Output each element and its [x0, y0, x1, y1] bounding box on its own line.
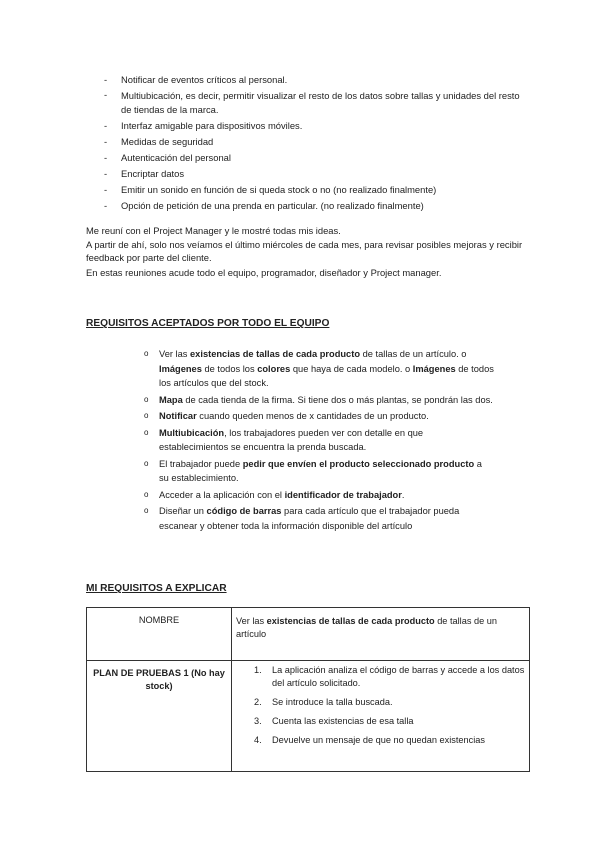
- text: para cada artículo que el trabajador pueda escanear y obtener toda la información disponible del artículo: [159, 506, 460, 531]
- text: .: [401, 489, 405, 500]
- list-item: [144, 457, 494, 486]
- step-number: 3.: [254, 716, 262, 726]
- dash-bullet: -: [104, 136, 108, 147]
- accepted-requirements-list: [144, 347, 494, 535]
- circle-bullet: o: [144, 489, 149, 499]
- text: Diseñar un: [159, 506, 207, 516]
- step-text: Cuenta las existencias de esa talla: [272, 716, 414, 726]
- list-item: [104, 166, 524, 182]
- text: de cada tienda de la firma. Si tiene dos o más plantas, se pondrán las dos.: [182, 394, 493, 405]
- list-item: [104, 134, 524, 150]
- text: cuando queden menos de x cantidades de un producto.: [196, 411, 429, 421]
- nombre-value-cell: [232, 608, 530, 661]
- list-item-text: Medidas de seguridad: [121, 136, 214, 147]
- test-steps-list: [236, 664, 525, 747]
- text: que haya de cada modelo. o: [290, 363, 413, 374]
- text: Ver las: [236, 616, 267, 626]
- text: a su establecimiento.: [159, 458, 482, 483]
- step-text: Se introduce la talla buscada.: [272, 697, 393, 707]
- text: El trabajador puede: [159, 458, 243, 469]
- dash-bullet: -: [104, 89, 108, 100]
- list-item-text: Encriptar datos: [121, 168, 185, 179]
- dash-bullet: -: [104, 74, 108, 85]
- plan-label: PLAN DE PRUEBAS 1 (No hay stock): [93, 668, 225, 691]
- list-item: [104, 150, 524, 166]
- list-item: [104, 88, 524, 118]
- list-item-text: Opción de petición de una prenda en particular. (no realizado finalmente): [121, 200, 424, 211]
- circle-bullet: o: [144, 411, 149, 420]
- bold-text: Mapa: [159, 394, 183, 405]
- circle-bullet: o: [144, 506, 149, 515]
- paragraph-attendees: En estas reuniones acude todo el equipo, programador, diseñador y Project manager.: [86, 267, 442, 278]
- bold-text: Notificar: [159, 411, 197, 421]
- circle-bullet: o: [144, 458, 149, 468]
- paragraph-meeting: Me reuní con el Project Manager y le mostré todas mis ideas.: [86, 225, 341, 236]
- bold-text: Imágenes: [159, 363, 202, 374]
- bold-text: Multiubicación: [159, 427, 225, 438]
- list-item-text: Emitir un sonido en función de si queda stock o no (no realizado finalmente): [121, 184, 437, 195]
- heading-accepted-requirements: REQUISITOS ACEPTADOS POR TODO EL EQUIPO: [86, 318, 330, 329]
- heading-my-requirements: MI REQUISITOS A EXPLICAR: [86, 583, 227, 594]
- bold-text: código de barras: [206, 506, 282, 516]
- list-item-text: Interfaz amigable para dispositivos móviles.: [121, 120, 303, 131]
- dash-bullet: -: [104, 152, 108, 163]
- bold-text: existencias de tallas de cada producto: [190, 349, 361, 359]
- list-item-text: Autenticación del personal: [121, 152, 231, 163]
- list-item-text: Multiubicación, es decir, permitir visualizar el resto de los datos sobre tallas y unidades del resto de tiendas de la marca.: [121, 90, 520, 115]
- list-item: [144, 426, 494, 455]
- step-number: 1.: [254, 665, 262, 675]
- bold-text: colores: [257, 363, 291, 374]
- list-item: [144, 347, 494, 391]
- text: Acceder a la aplicación con el: [159, 489, 285, 500]
- nombre-label: NOMBRE: [138, 615, 180, 625]
- plan-label-cell: [87, 661, 232, 772]
- nombre-label-cell: [87, 608, 232, 661]
- circle-bullet: o: [144, 394, 149, 404]
- list-item-text: Notificar de eventos críticos al personal.: [121, 74, 288, 85]
- dash-bullet: -: [104, 120, 108, 131]
- circle-bullet: o: [144, 427, 149, 437]
- list-item: [144, 488, 494, 503]
- list-item: [104, 182, 524, 198]
- list-item: [236, 664, 525, 690]
- requirement-table: [86, 607, 530, 772]
- step-text: Devuelve un mensaje de que no quedan existencias: [272, 735, 485, 745]
- circle-bullet: o: [144, 349, 149, 358]
- text: de tallas de un artículo. o: [360, 349, 467, 359]
- bold-text: pedir que envíen el producto seleccionado producto: [242, 458, 475, 469]
- dash-bullet: -: [104, 184, 108, 195]
- list-item: [104, 198, 524, 214]
- text: de todos los: [201, 363, 258, 374]
- list-item: [144, 504, 494, 533]
- list-item: [144, 393, 494, 408]
- paragraph-monthly-review: A partir de ahí, solo nos veíamos el último miércoles de cada mes, para revisar posibles mejoras y recibir feedback por parte del cliente.: [86, 239, 523, 263]
- bold-text: existencias de tallas de cada producto: [266, 616, 435, 626]
- step-number: 2.: [254, 697, 262, 707]
- plan-steps-cell: [232, 661, 530, 772]
- step-text: La aplicación analiza el código de barras y accede a los datos del artículo solicitado.: [272, 665, 525, 688]
- step-number: 4.: [254, 735, 262, 745]
- list-item: [144, 409, 494, 424]
- bold-text: identificador de trabajador: [284, 489, 402, 500]
- list-item: [236, 696, 525, 709]
- text: Ver las: [159, 349, 191, 359]
- table-row: [87, 608, 530, 661]
- table-row: [87, 661, 530, 772]
- bold-text: Imágenes: [412, 363, 456, 374]
- list-item: [104, 72, 524, 88]
- dash-bullet: -: [104, 168, 108, 179]
- list-item: [236, 715, 525, 728]
- dash-bullet: -: [104, 200, 108, 211]
- list-item: [236, 734, 525, 747]
- feature-list: [104, 72, 524, 214]
- list-item: [104, 118, 524, 134]
- text: de tallas de un artículo: [236, 616, 497, 639]
- text: , los trabajadores pueden ver con detalle en que establecimientos se encuentra la prenda buscada.: [159, 427, 424, 452]
- text: de todos los artículos que del stock.: [159, 363, 494, 388]
